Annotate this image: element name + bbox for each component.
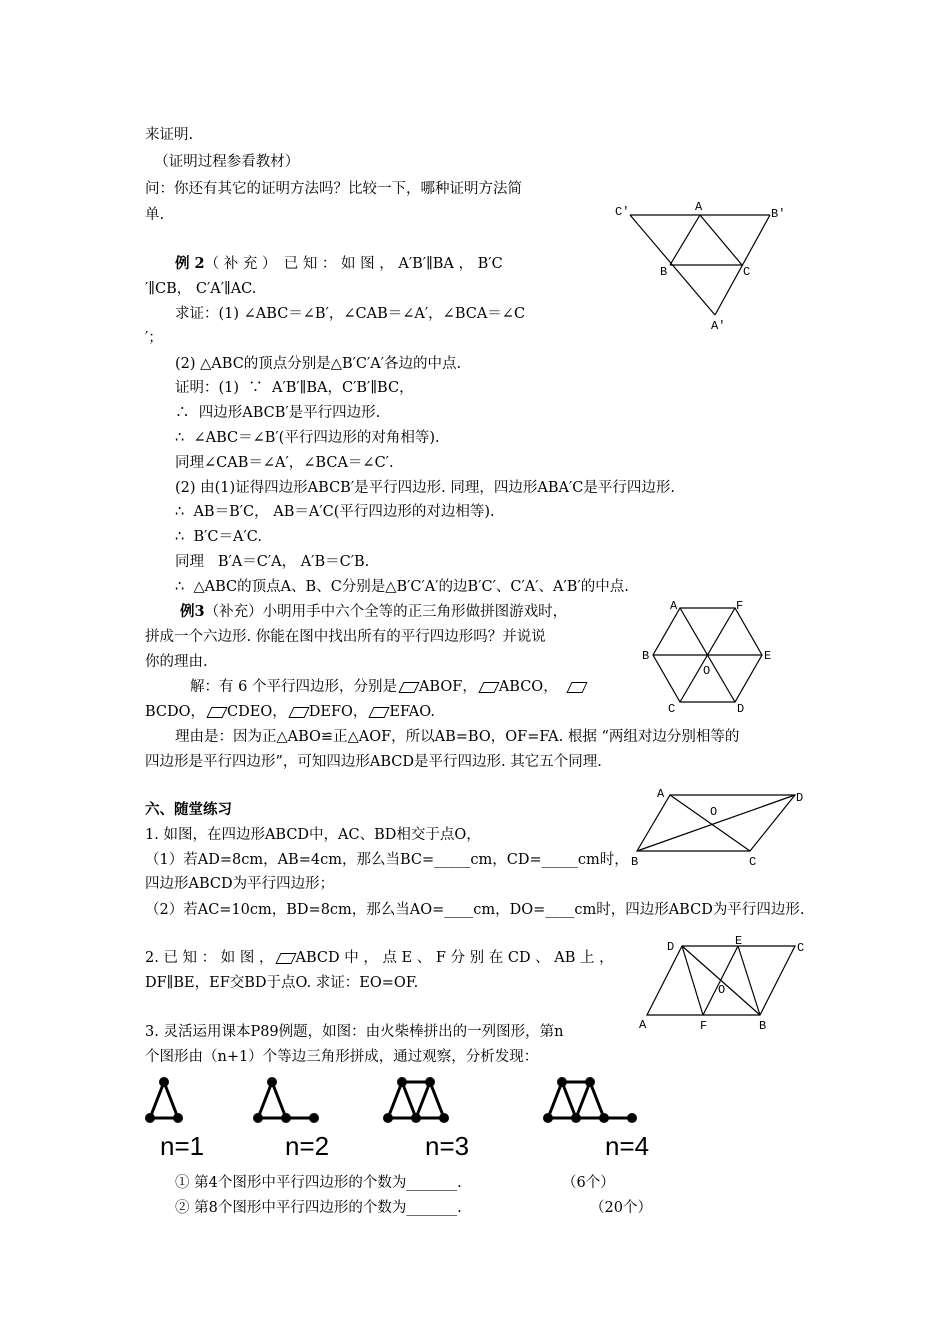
text-line: 来证明. bbox=[145, 127, 194, 143]
text-line: ∴ ∠ABC＝∠B′(平行四边形的对角相等). bbox=[175, 430, 440, 446]
text-line: 同理 B′A＝C′A， A′B＝C′B. bbox=[175, 554, 370, 570]
figure-label: n=2 bbox=[285, 1131, 330, 1161]
text-line: (2) △ABC的顶点分别是△B′C′A′各边的中点. bbox=[175, 356, 462, 372]
parallelogram-name: ABCO bbox=[498, 679, 544, 695]
matchstick-joint bbox=[425, 1077, 435, 1087]
example-label: 例3 bbox=[180, 603, 205, 620]
text-line: 四边形是平行四边形”，可知四边形ABCD是平行四边形. 其它五个同理. bbox=[145, 754, 602, 770]
text-line: 单. bbox=[145, 207, 165, 223]
parallelogram-symbol-icon bbox=[369, 707, 390, 718]
matchstick bbox=[388, 1082, 402, 1118]
text-line: 你的理由. bbox=[145, 654, 208, 670]
text-line: 1. 如图，在四边形ABCD中，AC、BD相交于点O， bbox=[145, 827, 481, 843]
parallelogram-name: EFAO bbox=[389, 704, 431, 720]
parallelogram-name: CDEO bbox=[227, 704, 273, 720]
solution-line: 解：有 6 个平行四边形，分别是 ABOF， ABCO， bbox=[190, 677, 587, 697]
text-line: ′∥CB， C′A′∥AC. bbox=[145, 281, 257, 297]
matchstick-joint bbox=[627, 1113, 637, 1123]
text-line: ′； bbox=[145, 330, 163, 346]
vertex-label: F bbox=[700, 1019, 708, 1033]
matchstick-joint bbox=[383, 1113, 393, 1123]
question-text: ABCD 中 ， 点 E 、 F 分 别 在 CD 、 AB 上 ， bbox=[295, 950, 614, 966]
vertex-label: C bbox=[743, 265, 751, 279]
parallelogram-symbol-icon bbox=[288, 707, 309, 718]
matchstick-joint bbox=[159, 1077, 169, 1087]
figure-label: n=4 bbox=[605, 1131, 650, 1161]
matchstick-joint bbox=[411, 1113, 421, 1123]
matchstick bbox=[562, 1082, 576, 1118]
parallelogram-name: ABOF bbox=[418, 679, 463, 695]
text-line: 同理∠CAB＝∠A′，∠BCA＝∠C′. bbox=[175, 455, 394, 471]
text-line: ② 第8个图形中平行四边形的个数为_______. bbox=[175, 1200, 462, 1216]
solution-text: 解：有 6 个平行四边形，分别是 bbox=[190, 679, 397, 695]
question-text: 2. 已 知 ： 如 图 ， bbox=[145, 950, 274, 966]
text-line: (2) 由(1)证得四边形ABCB′是平行四边形. 同理，四边形ABA′C是平行四边形. bbox=[175, 480, 675, 496]
matchstick-joint bbox=[585, 1077, 595, 1087]
text-line: ∴ B′C＝A′C. bbox=[175, 529, 262, 545]
matchstick bbox=[430, 1082, 444, 1118]
parallelogram-name: BCDO bbox=[145, 704, 191, 720]
matchstick bbox=[164, 1082, 178, 1118]
example-2-heading bbox=[175, 254, 503, 274]
text-line: （1）若AD=8cm，AB=4cm，那么当BC=_____cm，CD=_____cm时， bbox=[145, 852, 629, 868]
section-heading: 六、随堂练习 bbox=[145, 801, 232, 818]
solution-line: BCDO， CDEO， DEFO， EFAO. bbox=[145, 704, 435, 720]
example-label: 例 2 bbox=[175, 255, 205, 272]
parallelogram-symbol-icon bbox=[275, 953, 296, 964]
figure-label: n=3 bbox=[425, 1131, 470, 1161]
answer-text: （20个） bbox=[590, 1200, 652, 1216]
parallelogram-symbol-icon bbox=[478, 682, 499, 693]
vertex-label: C bbox=[668, 702, 676, 713]
question-2-line bbox=[145, 948, 614, 968]
answer-text: （6个） bbox=[562, 1175, 615, 1191]
text-line: 理由是：因为正△ABO≌正△AOF，所以AB=BO，OF=FA. 根据 “两组对边分别相等的 bbox=[175, 729, 740, 745]
text-line: ① 第4个图形中平行四边形的个数为_______. bbox=[175, 1175, 462, 1191]
vertex-label: A bbox=[639, 1018, 647, 1032]
matchstick-joint bbox=[557, 1077, 567, 1087]
vertex-label: A bbox=[670, 599, 678, 613]
matchstick-joint bbox=[253, 1113, 263, 1123]
text-line: 拼成一个六边形. 你能在图中找出所有的平行四边形吗？并说说 bbox=[145, 629, 546, 645]
text-line: （2）若AC=10cm，BD=8cm，那么当AO=____cm，DO=____cm时，四边形ABCD为平行四边形. bbox=[145, 902, 805, 918]
matchstick-joint bbox=[543, 1113, 553, 1123]
triangle-figure bbox=[605, 195, 795, 335]
question-2-figure bbox=[635, 933, 815, 1033]
vertex-label: D bbox=[667, 940, 675, 954]
vertex-label: O bbox=[703, 664, 711, 678]
vertex-label: D bbox=[796, 791, 804, 805]
parallelogram-name: DEFO bbox=[308, 704, 353, 720]
matchstick bbox=[590, 1082, 604, 1118]
matchstick-joint bbox=[571, 1113, 581, 1123]
matchstick bbox=[548, 1082, 562, 1118]
text-line: 四边形ABCD为平行四边形； bbox=[145, 876, 335, 892]
matchstick-joint bbox=[439, 1113, 449, 1123]
matchstick-joint bbox=[397, 1077, 407, 1087]
vertex-label: A bbox=[695, 200, 703, 214]
vertex-label: B bbox=[660, 265, 668, 279]
text-line: 3. 灵活运用课本P89例题，如图：由火柴棒拼出的一列图形，第n bbox=[145, 1024, 564, 1040]
vertex-label: D bbox=[737, 702, 745, 713]
vertex-label: B bbox=[759, 1019, 767, 1033]
vertex-label: C bbox=[797, 941, 805, 955]
matchstick-figure bbox=[140, 1070, 730, 1170]
vertex-label: F bbox=[736, 599, 744, 613]
example-text: （ 补 充 ） 已 知 ： 如 图 ， A′B′∥BA ， B′C bbox=[204, 256, 503, 272]
vertex-label: B' bbox=[771, 207, 786, 221]
text-line: 个图形由（n+1）个等边三角形拼成，通过观察，分析发现： bbox=[145, 1049, 539, 1065]
matchstick bbox=[258, 1082, 272, 1118]
matchstick bbox=[272, 1082, 286, 1118]
vertex-label: A bbox=[657, 787, 665, 801]
text-line: DF∥BE，EF交BD于点O. 求证：EO=OF. bbox=[145, 975, 419, 991]
vertex-label: B bbox=[631, 855, 639, 868]
vertex-label: A' bbox=[711, 319, 726, 333]
matchstick-joint bbox=[173, 1113, 183, 1123]
text-line: 求证：(1) ∠ABC＝∠B′，∠CAB＝∠A′，∠BCA＝∠C bbox=[175, 306, 526, 322]
figure-label: n=1 bbox=[160, 1131, 205, 1161]
vertex-label: O bbox=[718, 983, 726, 997]
vertex-label: B bbox=[642, 649, 650, 663]
vertex-label: E bbox=[764, 649, 772, 663]
matchstick-joint bbox=[281, 1113, 291, 1123]
matchstick-joint bbox=[267, 1077, 277, 1087]
vertex-label: C bbox=[749, 855, 757, 868]
parallelogram-symbol-icon bbox=[206, 707, 227, 718]
matchstick bbox=[150, 1082, 164, 1118]
vertex-label: C' bbox=[615, 205, 630, 219]
parallelogram-symbol-icon bbox=[566, 682, 587, 693]
text-line: ∴ 四边形ABCB′是平行四边形. bbox=[175, 405, 381, 421]
matchstick-joint bbox=[309, 1113, 319, 1123]
matchstick bbox=[576, 1082, 590, 1118]
text-line: 证明：(1) ∵ A′B′∥BA，C′B′∥BC， bbox=[175, 380, 414, 396]
matchstick-joint bbox=[599, 1113, 609, 1123]
matchstick bbox=[416, 1082, 430, 1118]
example-text: （补充）小明用手中六个全等的正三角形做拼图游戏时， bbox=[204, 604, 568, 620]
example-3-heading bbox=[180, 602, 567, 622]
parallelogram-symbol-icon bbox=[398, 682, 419, 693]
text-line: 问：你还有其它的证明方法吗？比较一下，哪种证明方法简 bbox=[145, 181, 522, 197]
text-line: ∴ △ABC的顶点A、B、C分别是△B′C′A′的边B′C′、C′A′、A′B′的中点. bbox=[175, 579, 629, 595]
text-line: ∴ AB＝B′C， AB＝A′C(平行四边形的对边相等). bbox=[175, 504, 495, 520]
matchstick-joint bbox=[145, 1113, 155, 1123]
parallelogram-figure bbox=[625, 783, 815, 868]
text-line: （证明过程参看教材） bbox=[145, 154, 300, 170]
vertex-label: O bbox=[710, 805, 718, 819]
hexagon-figure bbox=[640, 598, 780, 713]
matchstick bbox=[402, 1082, 416, 1118]
vertex-label: E bbox=[735, 934, 743, 948]
